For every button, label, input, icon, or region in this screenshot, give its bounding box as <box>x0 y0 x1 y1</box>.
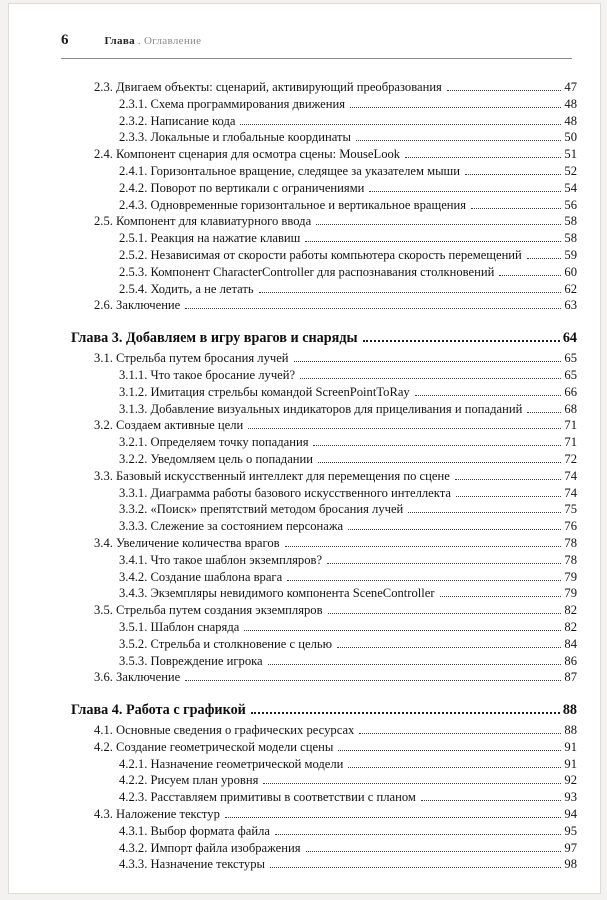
toc-row <box>71 636 577 653</box>
toc-entry-title: 3.1.3. Добавление визуальных индикаторов для прицеливания и попаданий <box>119 401 523 416</box>
toc-entry-title: 3.5.1. Шаблон снаряда <box>119 619 240 634</box>
toc-entry-title: 4.2. Создание геометрической модели сцены <box>94 739 334 754</box>
toc-row <box>71 772 577 789</box>
toc-entry-page-number: 71 <box>564 435 577 450</box>
toc-entry-title: 3.3.1. Диаграмма работы базового искусственного интеллекта <box>119 485 451 500</box>
toc-entry-page-number: 54 <box>564 180 577 195</box>
toc-entry-title: 2.4. Компонент сценария для осмотра сцены: MouseLook <box>94 147 401 162</box>
toc-row <box>71 350 577 367</box>
toc-row <box>71 213 577 230</box>
toc-row <box>71 535 577 552</box>
dot-leader <box>405 157 561 158</box>
dot-leader <box>287 580 561 581</box>
dot-leader <box>348 529 561 530</box>
toc-entry-page-number: 65 <box>564 367 577 382</box>
dot-leader <box>259 292 562 293</box>
toc-entry-page-number: 78 <box>564 535 577 550</box>
toc-entry-page-number: 91 <box>564 756 577 771</box>
running-title-rest: . Оглавление <box>134 35 202 47</box>
toc-entry-page-number: 79 <box>564 569 577 584</box>
toc-entry-page-number: 91 <box>564 739 577 754</box>
toc-row <box>71 619 577 636</box>
toc-entry-page-number: 51 <box>564 147 577 162</box>
dot-leader <box>363 340 560 342</box>
toc-entry-title: 4.3.1. Выбор формата файла <box>119 823 270 838</box>
toc-list <box>71 79 577 873</box>
toc-entry-title: 3.4.2. Создание шаблона врага <box>119 569 283 584</box>
dot-leader <box>499 275 561 276</box>
toc-entry-page-number: 56 <box>564 197 577 212</box>
toc-entry-title: 2.3.2. Написание кода <box>119 113 236 128</box>
toc-entry-page-number: 94 <box>564 807 577 822</box>
toc-entry-title: 2.3.1. Схема программирования движения <box>119 96 346 111</box>
toc-entry-page-number: 52 <box>564 163 577 178</box>
toc-entry-title: 3.3.3. Слежение за состоянием персонажа <box>119 519 344 534</box>
toc-row <box>71 79 577 96</box>
dot-leader <box>527 412 561 413</box>
toc-entry-title: 3.5.3. Повреждение игрока <box>119 653 263 668</box>
toc-row <box>71 417 577 434</box>
toc-row <box>71 367 577 384</box>
dot-leader <box>225 817 562 818</box>
toc-row <box>71 96 577 113</box>
dot-leader <box>356 140 561 141</box>
toc-row <box>71 247 577 264</box>
toc-entry-page-number: 82 <box>564 619 577 634</box>
dot-leader <box>268 664 562 665</box>
toc-entry-title: 2.5. Компонент для клавиатурного ввода <box>94 214 312 229</box>
toc-row <box>71 756 577 773</box>
page-number: 6 <box>61 32 69 48</box>
toc-row <box>71 197 577 214</box>
toc-entry-page-number: 86 <box>564 653 577 668</box>
running-header <box>61 32 572 59</box>
running-title <box>105 35 202 47</box>
dot-leader <box>240 124 561 125</box>
toc-row <box>71 518 577 535</box>
toc-entry-page-number: 59 <box>564 247 577 262</box>
toc-row <box>71 806 577 823</box>
toc-entry-page-number: 87 <box>564 670 577 685</box>
dot-leader <box>527 258 562 259</box>
dot-leader <box>455 479 562 480</box>
dot-leader <box>440 596 562 597</box>
toc-entry-title: 2.4.1. Горизонтальное вращение, следящее за указателем мыши <box>119 163 460 178</box>
toc-entry-page-number: 66 <box>564 384 577 399</box>
running-title-bold: Глава <box>104 35 135 47</box>
dot-leader <box>306 851 562 852</box>
toc-entry-page-number: 75 <box>564 502 577 517</box>
toc-row <box>71 569 577 586</box>
toc-row <box>71 163 577 180</box>
dot-leader <box>421 800 562 801</box>
dot-leader <box>369 191 561 192</box>
toc-row <box>71 840 577 857</box>
dot-leader <box>471 208 561 209</box>
toc-chapter-row <box>71 700 577 720</box>
toc-entry-title: 3.2.1. Определяем точку попадания <box>119 435 309 450</box>
toc-row <box>71 823 577 840</box>
toc-entry-page-number: 68 <box>564 401 577 416</box>
toc-entry-page-number: 58 <box>564 214 577 229</box>
toc-entry-page-number: 88 <box>564 723 577 738</box>
toc-entry-title: 3.2.2. Уведомляем цель о попадании <box>119 451 314 466</box>
dot-leader <box>285 546 562 547</box>
toc-entry-page-number: 64 <box>562 330 577 347</box>
toc-row <box>71 468 577 485</box>
toc-entry-page-number: 92 <box>564 773 577 788</box>
dot-leader <box>244 630 561 631</box>
toc-entry-title: 3.2. Создаем активные цели <box>94 418 244 433</box>
toc-row <box>71 264 577 281</box>
dot-leader <box>313 445 561 446</box>
toc-row <box>71 180 577 197</box>
toc-entry-title: 3.6. Заключение <box>94 670 181 685</box>
toc-row <box>71 552 577 569</box>
toc-entry-title: 4.2.3. Расставляем примитивы в соответствии с планом <box>119 790 416 805</box>
toc-entry-title: 3.4.3. Экземпляры невидимого компонента SceneController <box>119 586 435 601</box>
toc-entry-page-number: 62 <box>564 281 577 296</box>
toc-entry-title: 4.3.2. Импорт файла изображения <box>119 840 301 855</box>
toc-entry-page-number: 72 <box>564 451 577 466</box>
toc-entry-title: 2.3.3. Локальные и глобальные координаты <box>119 130 351 145</box>
dot-leader <box>275 834 561 835</box>
toc-row <box>71 722 577 739</box>
toc-entry-title: 3.3. Базовый искусственный интеллект для перемещения по сцене <box>94 468 450 483</box>
toc-row <box>71 384 577 401</box>
dot-leader <box>415 395 562 396</box>
dot-leader <box>251 712 560 714</box>
toc-entry-page-number: 48 <box>564 113 577 128</box>
toc-row <box>71 485 577 502</box>
toc-entry-title: 3.3.2. «Поиск» препятствий методом бросания лучей <box>119 502 404 517</box>
toc-row <box>71 297 577 314</box>
dot-leader <box>456 496 561 497</box>
toc-entry-title: 2.4.3. Одновременные горизонтальное и вертикальное вращения <box>119 197 467 212</box>
toc-row <box>71 602 577 619</box>
dot-leader <box>305 241 561 242</box>
toc-row <box>71 669 577 686</box>
toc-entry-page-number: 82 <box>564 603 577 618</box>
toc-chapter-row <box>71 328 577 348</box>
toc-entry-title: 4.2.1. Назначение геометрической модели <box>119 756 344 771</box>
toc-entry-page-number: 50 <box>564 130 577 145</box>
toc-entry-title: Глава 4. Работа с графикой <box>71 702 246 719</box>
dot-leader <box>300 378 561 379</box>
toc-entry-title: 2.3. Двигаем объекты: сценарий, активирующий преобразования <box>94 80 442 94</box>
toc-row <box>71 501 577 518</box>
toc-entry-title: 4.2.2. Рисуем план уровня <box>119 773 259 788</box>
toc-row <box>71 739 577 756</box>
toc-entry-page-number: 60 <box>564 264 577 279</box>
toc-entry-page-number: 65 <box>564 351 577 366</box>
toc-entry-title: 4.3. Наложение текстур <box>94 807 220 822</box>
toc-entry-title: 2.5.3. Компонент CharacterController для распознавания столкновений <box>119 264 495 279</box>
toc-entry-title: 4.1. Основные сведения о графических ресурсах <box>94 723 355 738</box>
dot-leader <box>327 563 561 564</box>
book-page <box>8 3 601 894</box>
toc-entry-page-number: 63 <box>564 298 577 313</box>
dot-leader <box>316 224 561 225</box>
toc-entry-title: 2.5.1. Реакция на нажатие клавиш <box>119 231 301 246</box>
dot-leader <box>408 512 561 513</box>
toc-row <box>71 230 577 247</box>
toc-entry-page-number: 76 <box>564 519 577 534</box>
toc-entry-page-number: 84 <box>564 636 577 651</box>
toc-entry-page-number: 74 <box>564 485 577 500</box>
dot-leader <box>359 733 561 734</box>
toc-row <box>71 585 577 602</box>
toc-entry-page-number: 78 <box>564 552 577 567</box>
toc-row <box>71 653 577 670</box>
toc-entry-title: 3.1.1. Что такое бросание лучей? <box>119 367 296 382</box>
toc-entry-page-number: 98 <box>564 857 577 872</box>
dot-leader <box>185 308 561 309</box>
toc-entry-page-number: 79 <box>564 586 577 601</box>
dot-leader <box>248 428 561 429</box>
toc-entry-title: 2.5.4. Ходить, а не летать <box>119 281 254 296</box>
toc-entry-title: 2.6. Заключение <box>94 298 181 313</box>
dot-leader <box>263 783 561 784</box>
toc-entry-page-number: 47 <box>564 80 577 94</box>
toc-entry-title: Глава 3. Добавляем в игру врагов и снаряды <box>71 330 358 347</box>
dot-leader <box>328 613 562 614</box>
toc-row <box>71 129 577 146</box>
toc-entry-page-number: 74 <box>564 468 577 483</box>
toc-entry-title: 3.1. Стрельба путем бросания лучей <box>94 351 289 366</box>
toc-entry-page-number: 48 <box>564 96 577 111</box>
dot-leader <box>185 680 561 681</box>
dot-leader <box>338 750 561 751</box>
toc-row <box>71 856 577 873</box>
toc-row <box>71 789 577 806</box>
toc-entry-page-number: 88 <box>562 702 577 719</box>
toc-entry-page-number: 58 <box>564 231 577 246</box>
toc-row <box>71 146 577 163</box>
toc-row <box>71 451 577 468</box>
toc-row <box>71 401 577 418</box>
toc-entry-title: 3.4.1. Что такое шаблон экземпляров? <box>119 552 323 567</box>
toc-entry-title: 3.5.2. Стрельба и столкновение с целью <box>119 636 333 651</box>
toc-entry-title: 2.4.2. Поворот по вертикали с ограничениями <box>119 180 365 195</box>
dot-leader <box>337 647 561 648</box>
toc-entry-title: 3.1.2. Имитация стрельбы командой ScreenPointToRay <box>119 384 410 399</box>
dot-leader <box>447 90 562 91</box>
toc-entry-title: 2.5.2. Независимая от скорости работы компьютера скорость перемещений <box>119 247 522 262</box>
toc-entry-page-number: 97 <box>564 840 577 855</box>
dot-leader <box>318 462 561 463</box>
toc-entry-page-number: 93 <box>564 790 577 805</box>
toc-entry-page-number: 95 <box>564 823 577 838</box>
toc-row <box>71 281 577 298</box>
toc-entry-page-number: 71 <box>564 418 577 433</box>
toc-row <box>71 113 577 130</box>
dot-leader <box>350 107 561 108</box>
toc-entry-title: 4.3.3. Назначение текстуры <box>119 857 265 872</box>
dot-leader <box>270 867 561 868</box>
dot-leader <box>465 174 561 175</box>
toc-entry-title: 3.5. Стрельба путем создания экземпляров <box>94 603 323 618</box>
dot-leader <box>348 767 561 768</box>
toc-row <box>71 434 577 451</box>
dot-leader <box>294 361 562 362</box>
toc-entry-title: 3.4. Увеличение количества врагов <box>94 535 280 550</box>
